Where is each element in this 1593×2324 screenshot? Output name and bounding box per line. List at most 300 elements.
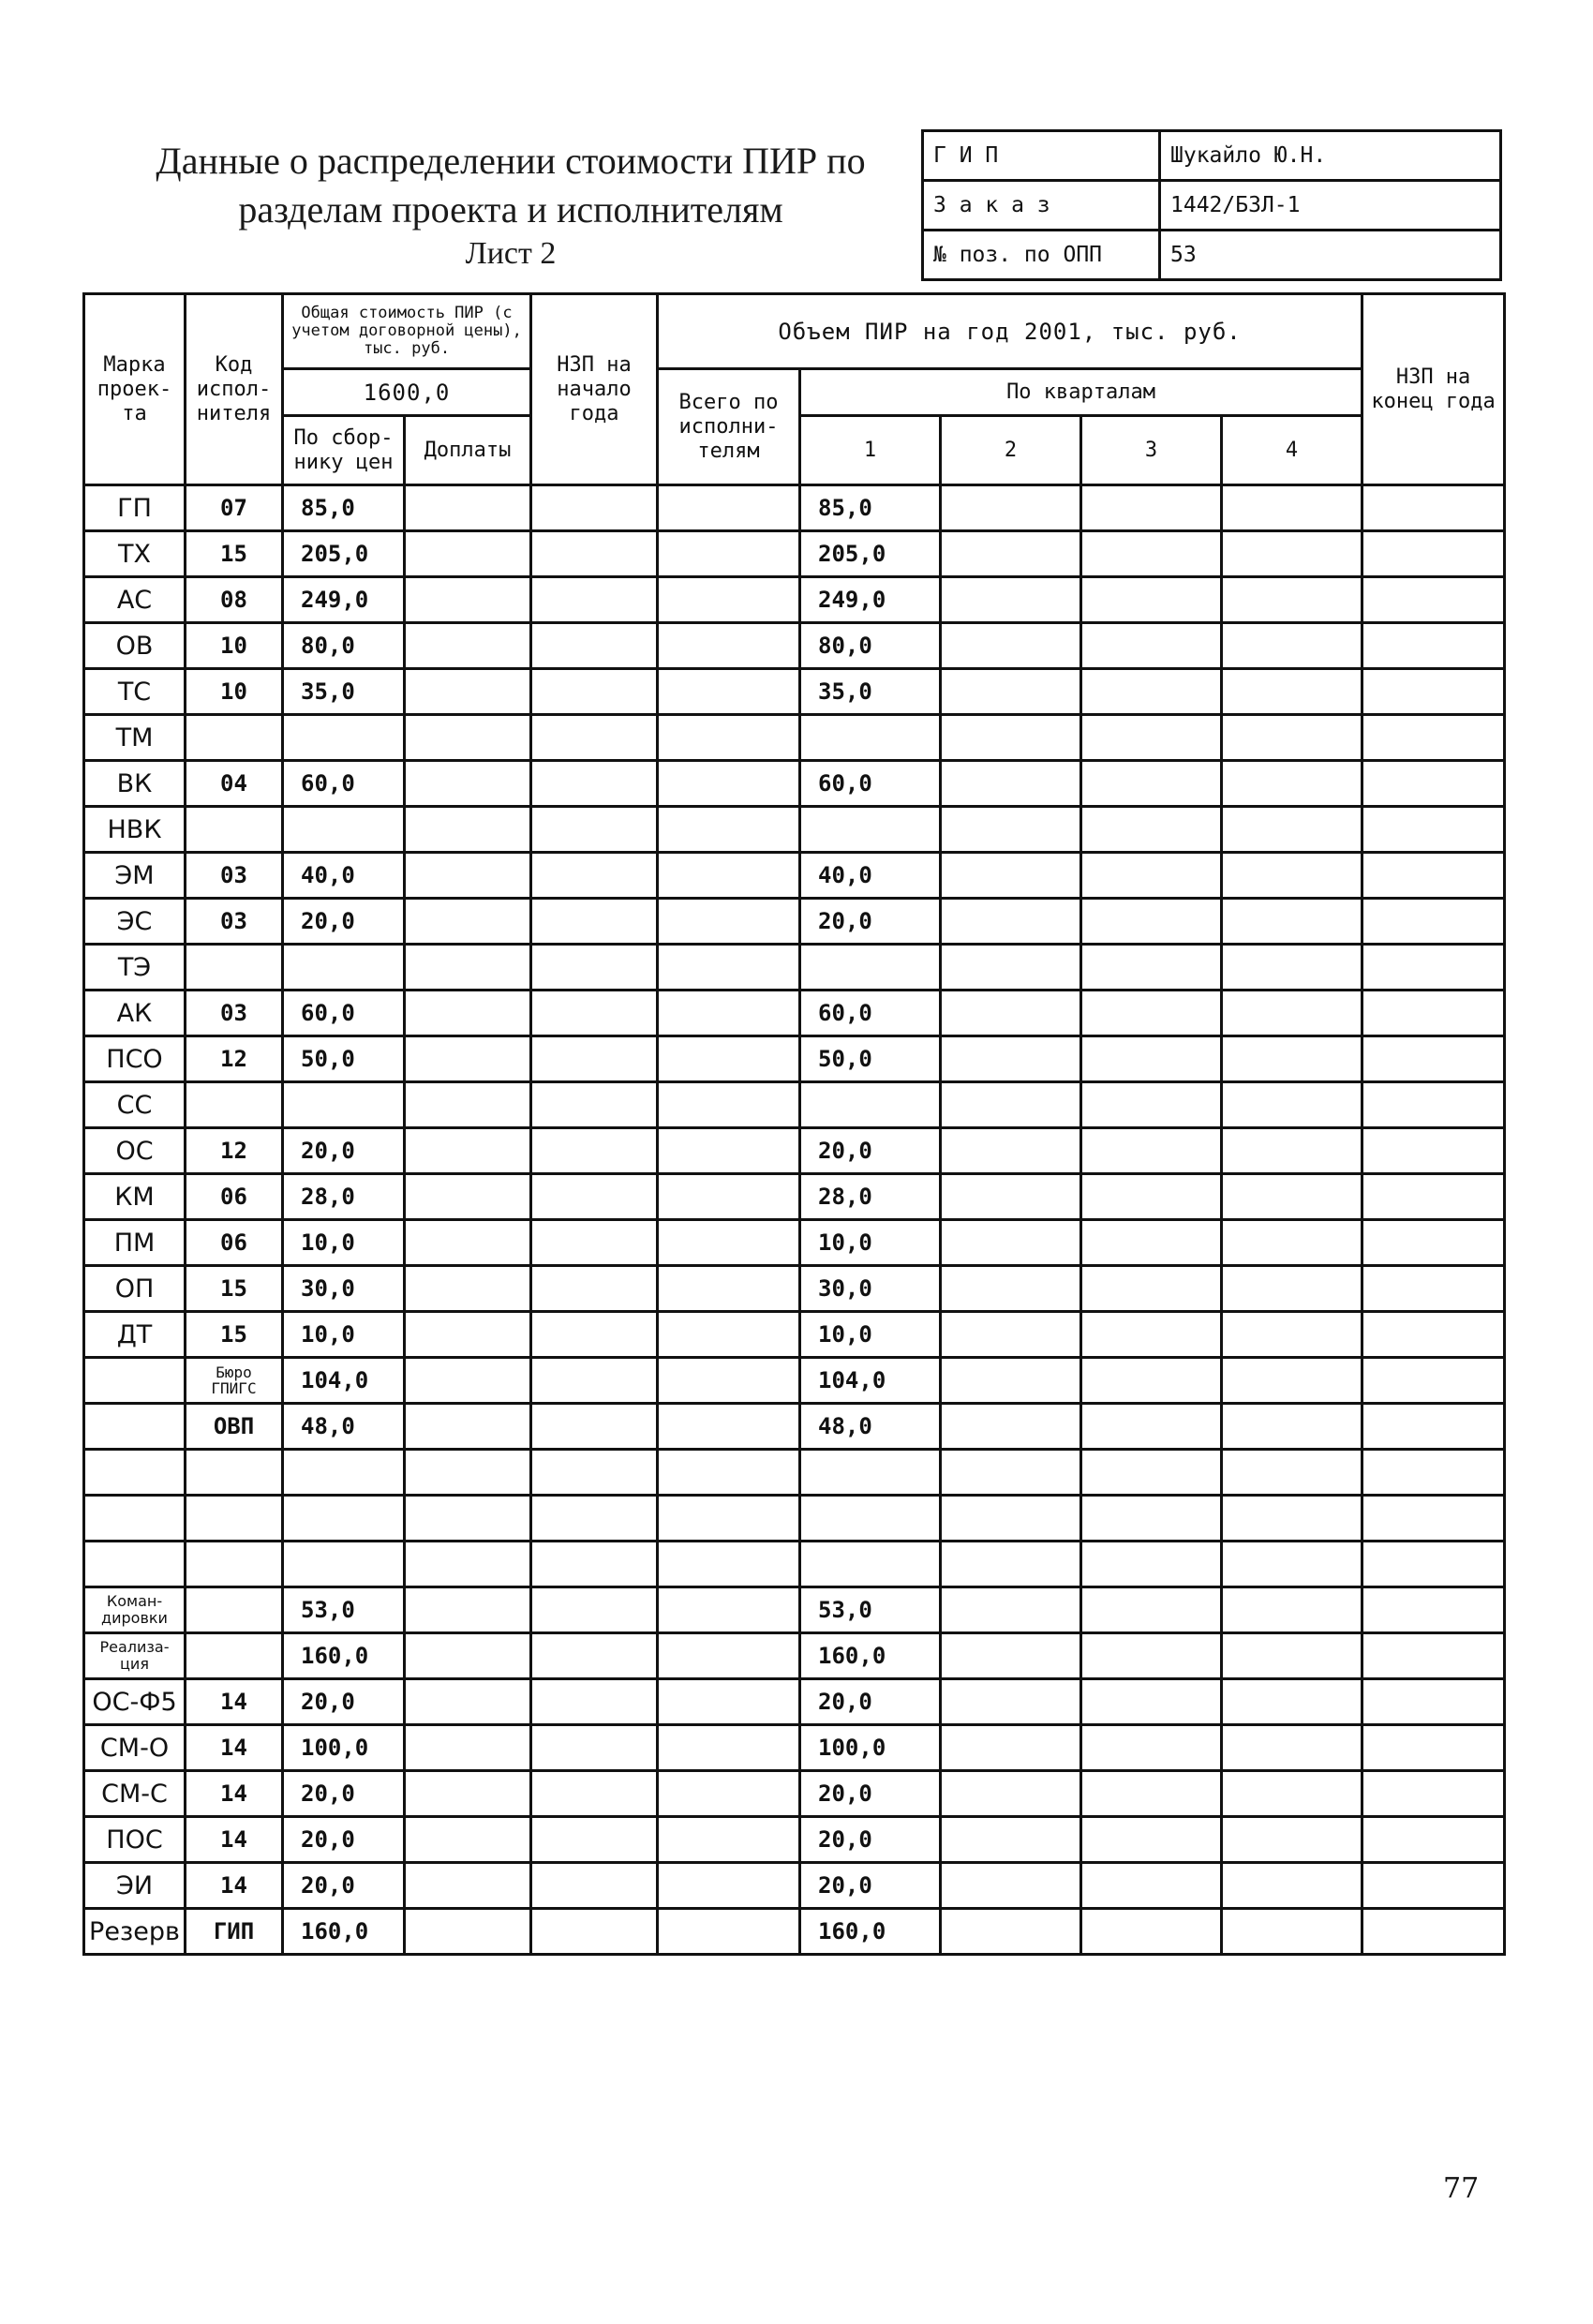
cell-q1: 50,0 [800, 1036, 941, 1082]
cell-q1 [800, 715, 941, 761]
cell-q3 [1081, 1771, 1222, 1817]
cell-nzp-start [531, 1404, 658, 1450]
cell-mark: ЭИ [84, 1863, 186, 1909]
document-title [103, 137, 918, 274]
cell-code: 12 [186, 1128, 283, 1174]
cell-nzp-start [531, 669, 658, 715]
cell-q2 [941, 1220, 1081, 1266]
cell-q3 [1081, 1266, 1222, 1312]
cell-all-exec [658, 1450, 800, 1496]
cell-q1: 160,0 [800, 1633, 941, 1679]
cell-q2 [941, 1082, 1081, 1128]
cell-nzp-start [531, 1679, 658, 1725]
cell-q2 [941, 1128, 1081, 1174]
table-row [84, 1036, 1505, 1082]
cell-nzp-end [1362, 1174, 1505, 1220]
cell-nzp-end [1362, 1220, 1505, 1266]
cell-all-exec [658, 761, 800, 807]
cell-q3 [1081, 1909, 1222, 1955]
cell-all-exec [658, 531, 800, 577]
cell-price: 35,0 [283, 669, 405, 715]
table-row [84, 807, 1505, 853]
cell-q2 [941, 1587, 1081, 1633]
cell-code: 10 [186, 669, 283, 715]
cell-nzp-start [531, 1496, 658, 1542]
cell-code: ОВП [186, 1404, 283, 1450]
cell-nzp-start [531, 1036, 658, 1082]
cell-q4 [1222, 761, 1362, 807]
cell-mark: КМ [84, 1174, 186, 1220]
cell-mark: ОС [84, 1128, 186, 1174]
header-code: Код испол-нителя [186, 294, 283, 485]
cell-nzp-end [1362, 1358, 1505, 1404]
cell-extra [405, 1220, 531, 1266]
cell-q2 [941, 1174, 1081, 1220]
cell-all-exec [658, 1266, 800, 1312]
cell-extra [405, 1496, 531, 1542]
title-line-1: Данные о распределении стоимости ПИР по [156, 140, 866, 182]
cell-q1 [800, 1496, 941, 1542]
cell-q1: 249,0 [800, 577, 941, 623]
cell-code: 14 [186, 1771, 283, 1817]
cell-q1: 20,0 [800, 1863, 941, 1909]
info-label: Г И П [923, 131, 1160, 181]
cell-q1: 100,0 [800, 1725, 941, 1771]
cell-q4 [1222, 807, 1362, 853]
cell-q4 [1222, 991, 1362, 1036]
table-row [84, 1082, 1505, 1128]
cell-q1: 35,0 [800, 669, 941, 715]
cell-nzp-start [531, 1174, 658, 1220]
cell-nzp-start [531, 577, 658, 623]
cell-q3 [1081, 1450, 1222, 1496]
cell-code: 07 [186, 485, 283, 531]
cell-q3 [1081, 1358, 1222, 1404]
cell-q4 [1222, 531, 1362, 577]
cell-code: Бюро ГПИГС [186, 1358, 283, 1404]
info-row [923, 181, 1501, 231]
table-row [84, 991, 1505, 1036]
cell-code: 03 [186, 853, 283, 899]
cell-q2 [941, 1312, 1081, 1358]
table-row [84, 1725, 1505, 1771]
cell-q2 [941, 485, 1081, 531]
cell-mark: ПМ [84, 1220, 186, 1266]
cell-code: 14 [186, 1725, 283, 1771]
cell-q4 [1222, 1909, 1362, 1955]
cell-q2 [941, 945, 1081, 991]
cell-nzp-end [1362, 1312, 1505, 1358]
cell-nzp-start [531, 1450, 658, 1496]
table-row [84, 1679, 1505, 1725]
cell-q4 [1222, 1312, 1362, 1358]
cell-extra [405, 1266, 531, 1312]
cell-code [186, 1496, 283, 1542]
cell-nzp-end [1362, 1082, 1505, 1128]
cell-nzp-end [1362, 1496, 1505, 1542]
cell-q2 [941, 1633, 1081, 1679]
cell-extra [405, 1725, 531, 1771]
cell-price: 20,0 [283, 1863, 405, 1909]
cell-extra [405, 1817, 531, 1863]
cell-q3 [1081, 807, 1222, 853]
cell-q1 [800, 945, 941, 991]
cell-q4 [1222, 623, 1362, 669]
cell-q1: 40,0 [800, 853, 941, 899]
cell-code: 12 [186, 1036, 283, 1082]
cell-q3 [1081, 1863, 1222, 1909]
table-row [84, 485, 1505, 531]
header-q1: 1 [800, 416, 941, 485]
cell-q2 [941, 715, 1081, 761]
cell-q2 [941, 1863, 1081, 1909]
cell-mark: Коман-дировки [84, 1587, 186, 1633]
cell-all-exec [658, 577, 800, 623]
cell-all-exec [658, 945, 800, 991]
cell-code [186, 1587, 283, 1633]
cell-q3 [1081, 1496, 1222, 1542]
cell-price: 50,0 [283, 1036, 405, 1082]
cell-q4 [1222, 1633, 1362, 1679]
cell-q2 [941, 1909, 1081, 1955]
table-row [84, 1771, 1505, 1817]
cell-mark [84, 1496, 186, 1542]
cell-q4 [1222, 1587, 1362, 1633]
cell-mark: Резерв [84, 1909, 186, 1955]
cell-extra [405, 1450, 531, 1496]
cell-extra [405, 807, 531, 853]
cell-code [186, 945, 283, 991]
header-mark: Марка проек-та [84, 294, 186, 485]
info-row [923, 231, 1501, 280]
cell-extra [405, 1587, 531, 1633]
cell-nzp-end [1362, 899, 1505, 945]
table-row [84, 899, 1505, 945]
cell-price: 40,0 [283, 853, 405, 899]
table-row [84, 1542, 1505, 1587]
cell-all-exec [658, 1174, 800, 1220]
cell-mark: ДТ [84, 1312, 186, 1358]
cell-nzp-start [531, 531, 658, 577]
cell-q4 [1222, 1358, 1362, 1404]
cell-mark: ЭМ [84, 853, 186, 899]
cell-nzp-end [1362, 531, 1505, 577]
cell-q1: 20,0 [800, 1128, 941, 1174]
cell-q2 [941, 1450, 1081, 1496]
cell-q1: 80,0 [800, 623, 941, 669]
table-row [84, 1633, 1505, 1679]
cell-nzp-start [531, 761, 658, 807]
cell-price [283, 715, 405, 761]
header-q4: 4 [1222, 416, 1362, 485]
cell-price [283, 945, 405, 991]
cell-q4 [1222, 1174, 1362, 1220]
cell-q1: 10,0 [800, 1312, 941, 1358]
cell-q3 [1081, 1082, 1222, 1128]
cell-code: 15 [186, 531, 283, 577]
cell-q2 [941, 761, 1081, 807]
cell-q3 [1081, 1725, 1222, 1771]
cell-q2 [941, 1817, 1081, 1863]
header-all-executors: Всего по исполни-телям [658, 369, 800, 485]
cell-code [186, 1450, 283, 1496]
info-table [921, 129, 1502, 281]
cell-q3 [1081, 853, 1222, 899]
cell-q2 [941, 899, 1081, 945]
cell-nzp-end [1362, 1771, 1505, 1817]
cell-q1: 85,0 [800, 485, 941, 531]
cell-q3 [1081, 945, 1222, 991]
cell-extra [405, 1174, 531, 1220]
title-line-2: разделам проекта и исполнителям [238, 188, 783, 231]
cell-mark: ТС [84, 669, 186, 715]
cell-nzp-end [1362, 1036, 1505, 1082]
cell-q2 [941, 1542, 1081, 1587]
cell-q4 [1222, 1863, 1362, 1909]
cell-q1: 20,0 [800, 1817, 941, 1863]
cell-q4 [1222, 1496, 1362, 1542]
cell-all-exec [658, 1909, 800, 1955]
cell-q4 [1222, 899, 1362, 945]
cell-q1 [800, 1082, 941, 1128]
cell-mark: СС [84, 1082, 186, 1128]
table-row [84, 1312, 1505, 1358]
cell-price: 28,0 [283, 1174, 405, 1220]
cell-nzp-start [531, 945, 658, 991]
cell-all-exec [658, 623, 800, 669]
cell-q4 [1222, 1542, 1362, 1587]
cell-extra [405, 991, 531, 1036]
header-volume: Объем ПИР на год 2001, тыс. руб. [658, 294, 1362, 369]
cell-price [283, 1496, 405, 1542]
cell-mark: ПОС [84, 1817, 186, 1863]
cell-extra [405, 1358, 531, 1404]
cell-all-exec [658, 1863, 800, 1909]
cell-q4 [1222, 945, 1362, 991]
cell-extra [405, 1909, 531, 1955]
cell-q1: 30,0 [800, 1266, 941, 1312]
cell-q2 [941, 1358, 1081, 1404]
cell-all-exec [658, 1312, 800, 1358]
cell-mark: СМ-С [84, 1771, 186, 1817]
cell-code [186, 715, 283, 761]
table-row [84, 531, 1505, 577]
cell-price: 20,0 [283, 1128, 405, 1174]
cell-mark: ГП [84, 485, 186, 531]
cell-nzp-end [1362, 1817, 1505, 1863]
table-row [84, 761, 1505, 807]
cell-extra [405, 1863, 531, 1909]
cell-q1: 48,0 [800, 1404, 941, 1450]
cell-q4 [1222, 1679, 1362, 1725]
cell-extra [405, 715, 531, 761]
header-q2: 2 [941, 416, 1081, 485]
cell-q1: 60,0 [800, 761, 941, 807]
cell-q2 [941, 1679, 1081, 1725]
cell-mark: ТХ [84, 531, 186, 577]
cell-q3 [1081, 1404, 1222, 1450]
cell-nzp-start [531, 899, 658, 945]
info-row [923, 131, 1501, 181]
cell-mark: ПСО [84, 1036, 186, 1082]
cell-nzp-start [531, 1358, 658, 1404]
cell-q2 [941, 1404, 1081, 1450]
cell-nzp-start [531, 1587, 658, 1633]
cell-nzp-end [1362, 1450, 1505, 1496]
cell-q3 [1081, 1312, 1222, 1358]
cell-code: ГИП [186, 1909, 283, 1955]
cell-q3 [1081, 1542, 1222, 1587]
cell-all-exec [658, 1496, 800, 1542]
cell-price: 10,0 [283, 1220, 405, 1266]
cell-mark: ОП [84, 1266, 186, 1312]
cell-q2 [941, 577, 1081, 623]
cell-q2 [941, 531, 1081, 577]
cell-nzp-end [1362, 945, 1505, 991]
cell-mark: НВК [84, 807, 186, 853]
cell-extra [405, 1312, 531, 1358]
cell-all-exec [658, 1771, 800, 1817]
cell-q2 [941, 1725, 1081, 1771]
cell-nzp-start [531, 1633, 658, 1679]
cell-all-exec [658, 1679, 800, 1725]
cell-extra [405, 1036, 531, 1082]
cell-mark: ТМ [84, 715, 186, 761]
cell-q2 [941, 991, 1081, 1036]
cell-q4 [1222, 1128, 1362, 1174]
table-row [84, 853, 1505, 899]
cell-q2 [941, 1036, 1081, 1082]
cell-mark: Реализа-ция [84, 1633, 186, 1679]
cell-extra [405, 1082, 531, 1128]
cell-nzp-end [1362, 1679, 1505, 1725]
cell-code: 06 [186, 1174, 283, 1220]
cell-q1: 205,0 [800, 531, 941, 577]
cell-nzp-start [531, 1312, 658, 1358]
cell-q3 [1081, 577, 1222, 623]
cell-q3 [1081, 531, 1222, 577]
cell-q1: 20,0 [800, 1679, 941, 1725]
cell-q4 [1222, 715, 1362, 761]
cell-price [283, 807, 405, 853]
cell-nzp-start [531, 1266, 658, 1312]
cell-q4 [1222, 1220, 1362, 1266]
cell-extra [405, 485, 531, 531]
cell-q3 [1081, 1817, 1222, 1863]
cell-extra [405, 623, 531, 669]
cell-nzp-end [1362, 623, 1505, 669]
table-row [84, 1496, 1505, 1542]
cell-nzp-start [531, 853, 658, 899]
cell-all-exec [658, 1220, 800, 1266]
cell-code: 15 [186, 1266, 283, 1312]
cell-nzp-end [1362, 1633, 1505, 1679]
cell-q3 [1081, 1036, 1222, 1082]
table-row [84, 1587, 1505, 1633]
table-row [84, 1174, 1505, 1220]
cell-price: 60,0 [283, 991, 405, 1036]
cell-nzp-end [1362, 577, 1505, 623]
cell-q3 [1081, 761, 1222, 807]
cell-extra [405, 945, 531, 991]
cell-extra [405, 1633, 531, 1679]
table-row [84, 1863, 1505, 1909]
cell-nzp-start [531, 1082, 658, 1128]
cell-q2 [941, 1771, 1081, 1817]
cell-nzp-start [531, 1725, 658, 1771]
cell-price: 20,0 [283, 899, 405, 945]
cell-price [283, 1082, 405, 1128]
cell-q3 [1081, 623, 1222, 669]
cell-q4 [1222, 853, 1362, 899]
header-nzp-end: НЗП на конец года [1362, 294, 1505, 485]
header-nzp-start: НЗП на начало года [531, 294, 658, 485]
cell-q2 [941, 807, 1081, 853]
cell-price: 20,0 [283, 1679, 405, 1725]
cell-code: 06 [186, 1220, 283, 1266]
cell-code: 14 [186, 1817, 283, 1863]
cell-q1: 60,0 [800, 991, 941, 1036]
cell-all-exec [658, 1128, 800, 1174]
cell-extra [405, 1404, 531, 1450]
cell-mark: АС [84, 577, 186, 623]
cell-price: 100,0 [283, 1725, 405, 1771]
cell-q1 [800, 807, 941, 853]
cell-q3 [1081, 991, 1222, 1036]
cell-mark: ТЭ [84, 945, 186, 991]
cell-mark: ОВ [84, 623, 186, 669]
cell-all-exec [658, 715, 800, 761]
cell-nzp-start [531, 1771, 658, 1817]
cell-code [186, 1082, 283, 1128]
cell-q2 [941, 853, 1081, 899]
cell-all-exec [658, 1036, 800, 1082]
cell-q4 [1222, 485, 1362, 531]
cell-q3 [1081, 669, 1222, 715]
cell-mark: ВК [84, 761, 186, 807]
cell-q4 [1222, 577, 1362, 623]
cell-code: 04 [186, 761, 283, 807]
table-row [84, 1266, 1505, 1312]
cell-q2 [941, 1496, 1081, 1542]
cell-price: 30,0 [283, 1266, 405, 1312]
cell-nzp-end [1362, 669, 1505, 715]
cell-q1: 104,0 [800, 1358, 941, 1404]
cell-code: 03 [186, 899, 283, 945]
cell-q4 [1222, 1771, 1362, 1817]
cell-extra [405, 577, 531, 623]
cell-code: 03 [186, 991, 283, 1036]
cell-all-exec [658, 1633, 800, 1679]
cell-extra [405, 1542, 531, 1587]
cell-nzp-end [1362, 1587, 1505, 1633]
cell-price: 160,0 [283, 1633, 405, 1679]
cell-q2 [941, 623, 1081, 669]
cell-nzp-end [1362, 1863, 1505, 1909]
table-row [84, 669, 1505, 715]
info-label: З а к а з [923, 181, 1160, 231]
cell-nzp-end [1362, 761, 1505, 807]
table-row [84, 1817, 1505, 1863]
cell-q4 [1222, 1266, 1362, 1312]
cell-nzp-end [1362, 853, 1505, 899]
cell-extra [405, 761, 531, 807]
cell-code: 14 [186, 1679, 283, 1725]
cell-q3 [1081, 899, 1222, 945]
cell-price: 249,0 [283, 577, 405, 623]
cell-q4 [1222, 1082, 1362, 1128]
cell-mark: СМ-О [84, 1725, 186, 1771]
